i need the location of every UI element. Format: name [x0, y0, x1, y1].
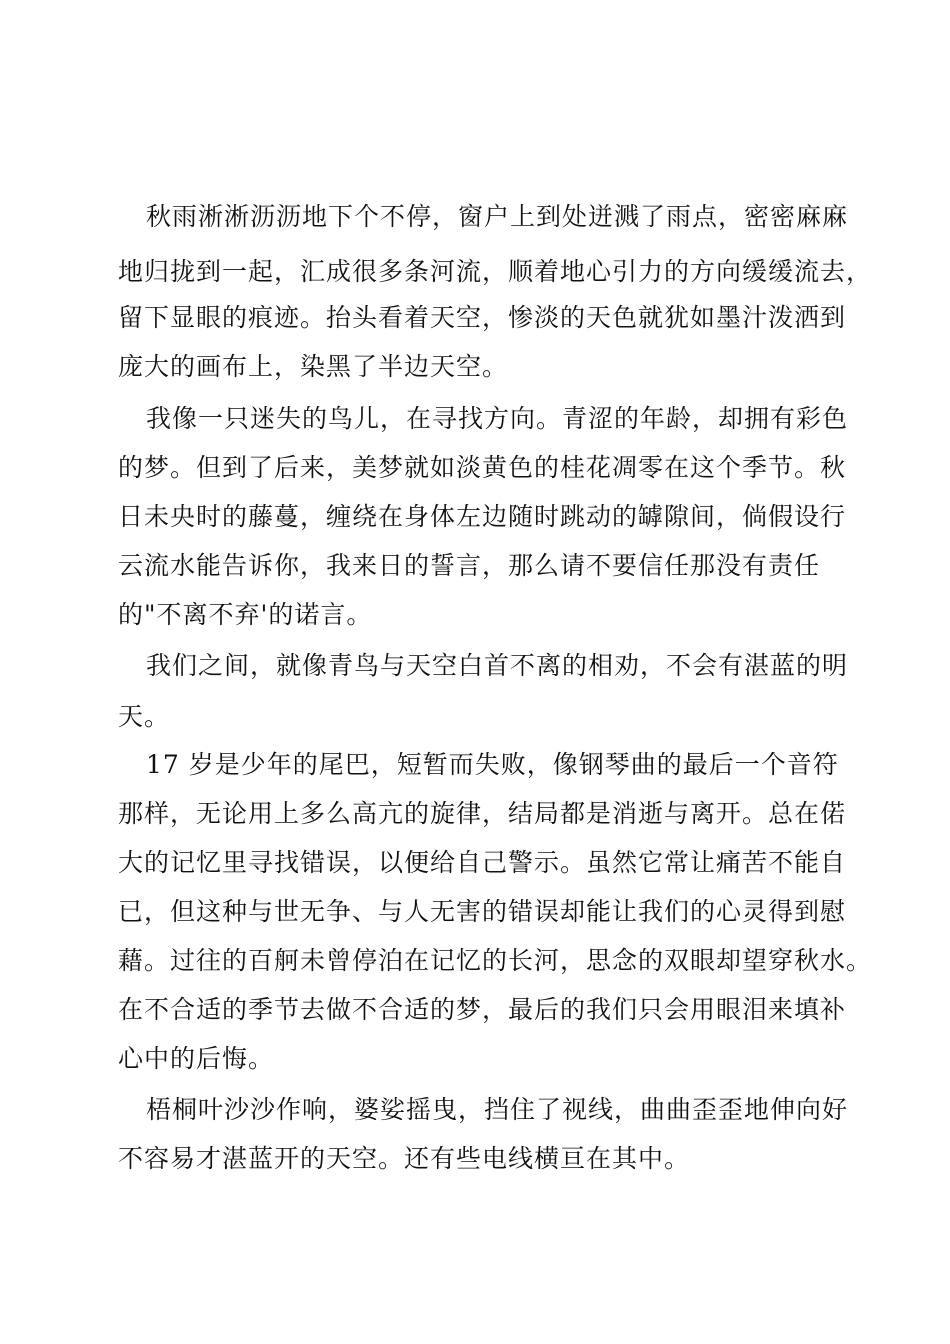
paragraph-5-line-2: 不容易才湛蓝开的天空。还有些电线横亘在其中。: [118, 1144, 691, 1173]
paragraph-2-line-4: 云流水能告诉你，我来日的誓言，那么请不要信任那没有责任: [118, 551, 821, 580]
paragraph-4-line-1: 17 岁是少年的尾巴，短暂而失败，像钢琴曲的最后一个音符: [146, 750, 839, 779]
paragraph-1-line-1: 秋雨淅淅沥沥地下个不停，窗户上到处迸溅了雨点，密密麻麻: [146, 202, 849, 231]
paragraph-4-line-3: 大的记忆里寻找错误，以便给自己警示。虽然它常让痛苦不能自: [118, 848, 847, 877]
paragraph-1-line-2: 地归拢到一起，汇成很多条河流，顺着地心引力的方向缓缓流去，: [118, 257, 873, 286]
paragraph-2-line-5: 的"不离不弃'的诺言。: [118, 600, 373, 629]
paragraph-4-line-4: 已，但这种与世无争、与人无害的错误却能让我们的心灵得到慰: [118, 897, 847, 926]
paragraph-1-line-3: 留下显眼的痕迹。抬头看着天空，惨淡的天色就犹如墨汁泼洒到: [118, 303, 847, 332]
paragraph-3-line-2: 天。: [118, 702, 171, 731]
paragraph-5-line-1: 梧桐叶沙沙作响，婆娑摇曳，挡住了视线，曲曲歪歪地伸向好: [146, 1095, 849, 1124]
paragraph-4-line-7: 心中的后悔。: [118, 1044, 275, 1073]
paragraph-4-line-5: 藉。过往的百舸未曾停泊在记忆的长河，思念的双眼却望穿秋水。: [118, 946, 873, 975]
paragraph-2-line-2: 的梦。但到了后来，美梦就如淡黄色的桂花凋零在这个季节。秋: [118, 453, 847, 482]
paragraph-4-line-6: 在不合适的季节去做不合适的梦，最后的我们只会用眼泪来填补: [118, 995, 847, 1024]
paragraph-3-line-1: 我们之间，就像青鸟与天空白首不离的相劝，不会有湛蓝的明: [146, 651, 849, 680]
paragraph-1-line-4: 庞大的画布上，染黑了半边天空。: [118, 352, 509, 381]
paragraph-2-line-1: 我像一只迷失的鸟儿，在寻找方向。青涩的年龄，却拥有彩色: [146, 404, 849, 433]
paragraph-4-line-2: 那样，无论用上多么高亢的旋律，结局都是消逝与离开。总在偌: [118, 799, 847, 828]
paragraph-2-line-3: 日未央时的藤蔓，缠绕在身体左边随时跳动的罅隙间，倘假设行: [118, 502, 847, 531]
